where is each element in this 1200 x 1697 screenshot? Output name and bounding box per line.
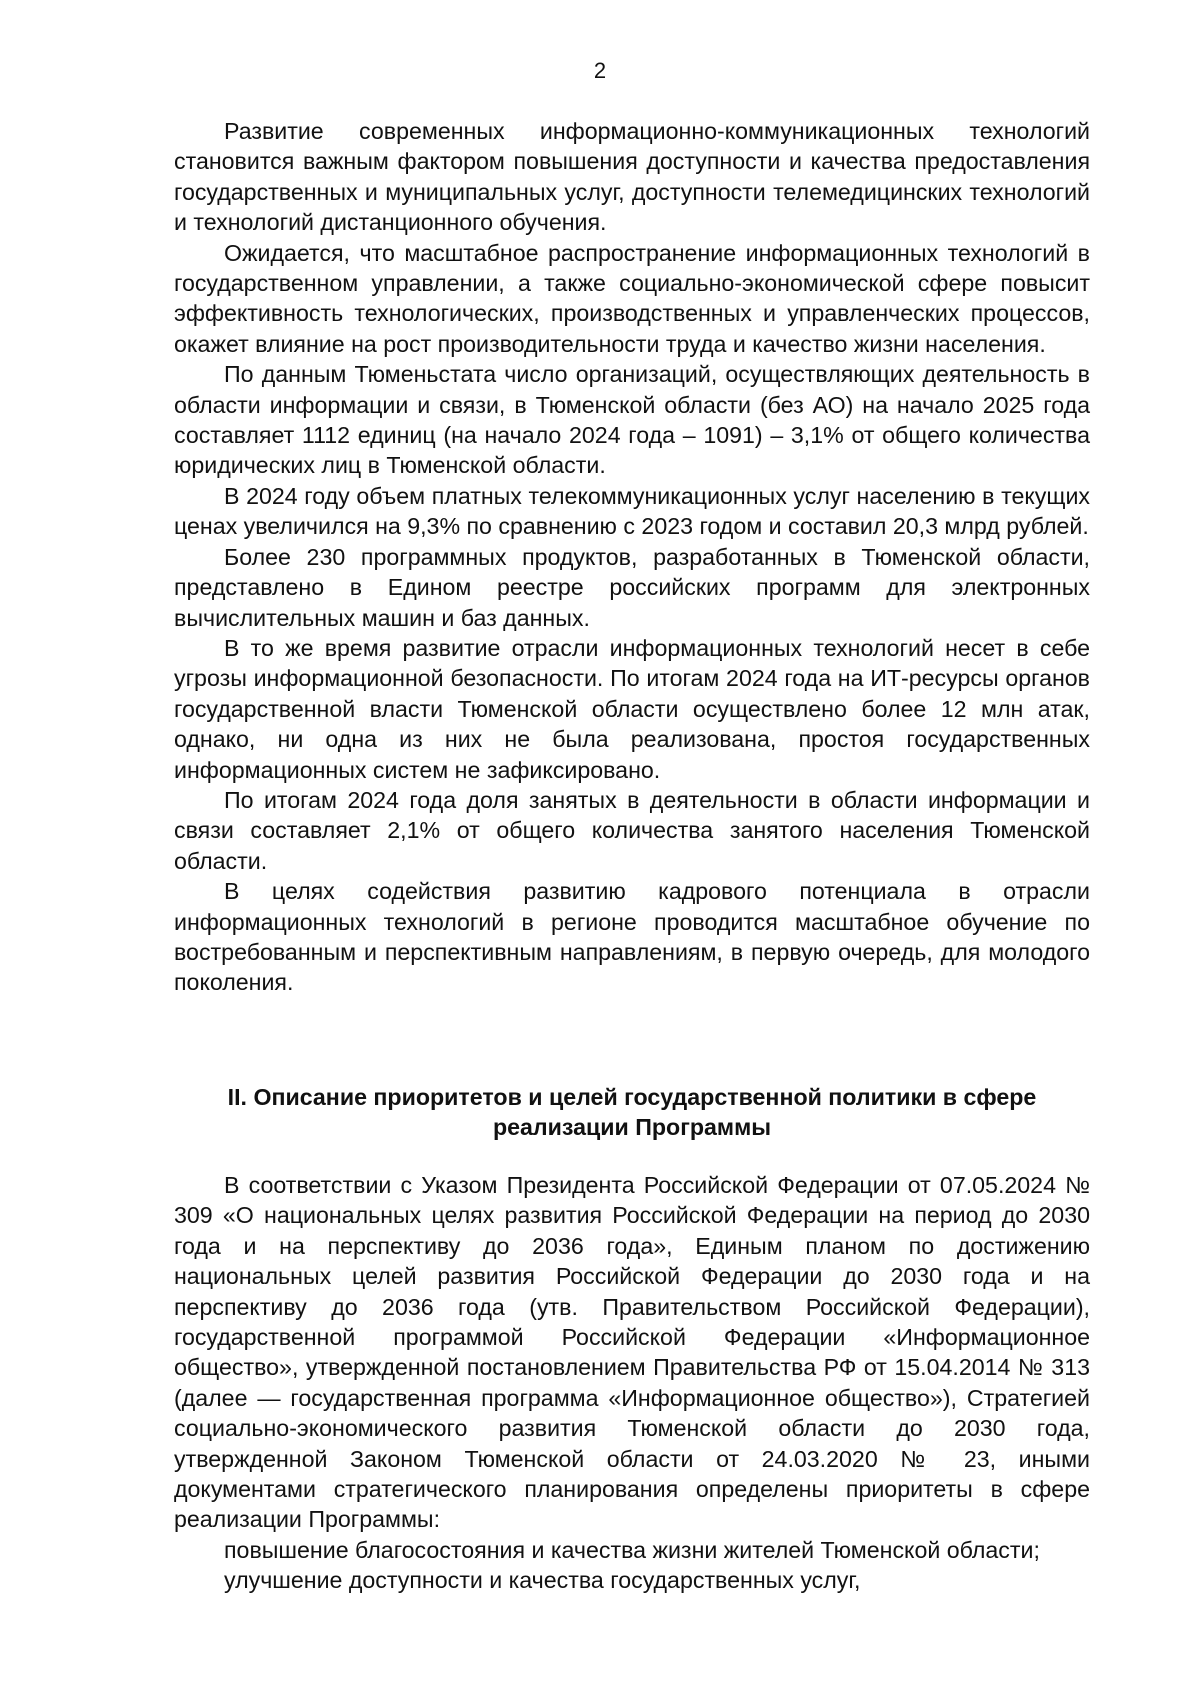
page-number: 2 <box>593 58 607 83</box>
paragraph-personnel-training: В целях содействия развитию кадрового потенциала в отрасли информационных технологий в регионе проводится масштабное обучение по востребованным и перспективным направлениям, в первую очередь, для молодого поколения. <box>174 878 1090 996</box>
paragraph-employment-share: По итогам 2024 года доля занятых в деятельности в области информации и связи составляет 2,1% от общего количества занятого населения Тюменской области. <box>174 786 1090 874</box>
list-item-welfare: повышение благосостояния и качества жизни жителей Тюменской области; <box>224 1536 1040 1563</box>
paragraph-expected-effects: Ожидается, что масштабное распространение информационных технологий в государственном управлении, а также социально-экономической сфере повысит эффективность технологических, производственных и управленческих процессов, окажет влияние на рост производительности труда и качество жизни населения. <box>174 239 1090 357</box>
body-text-bottom <box>174 1170 1090 1596</box>
paragraph-ict-development: Развитие современных информационно-коммуникационных технологий становится важным фактором повышения доступности и качества предоставления государственных и муниципальных услуг, доступности телемедицинских технологий и технологий дистанционного обучения. <box>174 118 1090 236</box>
paragraph-telecom-services: В 2024 году объем платных телекоммуникационных услуг населению в текущих ценах увеличился на 9,3% по сравнению с 2023 годом и составил 20,3 млрд рублей. <box>174 482 1090 540</box>
section-heading: II. Описание приоритетов и целей государственной политики в сфере реализации Программы <box>227 1084 1037 1141</box>
list-item-services-accessibility: улучшение доступности и качества государственных услуг, <box>224 1567 861 1594</box>
paragraph-software-products: Более 230 программных продуктов, разработанных в Тюменской области, представлено в Едином реестре российских программ для электронных вычислительных машин и баз данных. <box>174 543 1090 631</box>
body-text-top <box>174 116 1090 998</box>
paragraph-security-threats: В то же время развитие отрасли информационных технологий несет в себе угрозы информационной безопасности. По итогам 2024 года на ИТ-ресурсы органов государственной власти Тюменской области осуществлено более 12 млн атак, однако, ни одна из них не была реализована, простоя государственных информационных систем не зафиксировано. <box>174 634 1090 783</box>
paragraph-priorities-basis: В соответствии с Указом Президента Российской Федерации от 07.05.2024 № 309 «О национальных целях развития Российской Федерации на период до 2030 года и на перспективу до 2036 года», Единым планом по достижению национальных целей развития Российской Федерации до 2030 года и на перспективу до 2036 года (утв. Правительством Российской Федерации), государственной программой Российской Федерации «Информационное общество», утвержденной постановлением Правительства РФ от 15.04.2014 № 313 (далее — государственная программа «Информационное общество»), Стратегией социально-экономического развития Тюменской области до 2030 года, утвержденной Законом Тюменской области от 24.03.2020 № 23, иными документами стратегического планирования определены приоритеты в сфере реализации Программы: <box>174 1172 1090 1533</box>
paragraph-organizations-count: По данным Тюменьстата число организаций, осуществляющих деятельность в области информации и связи, в Тюменской области (без АО) на начало 2025 года составляет 1112 единиц (на начало 2024 года – 1091) – 3,1% от общего количества юридических лиц в Тюменской области. <box>174 361 1090 479</box>
